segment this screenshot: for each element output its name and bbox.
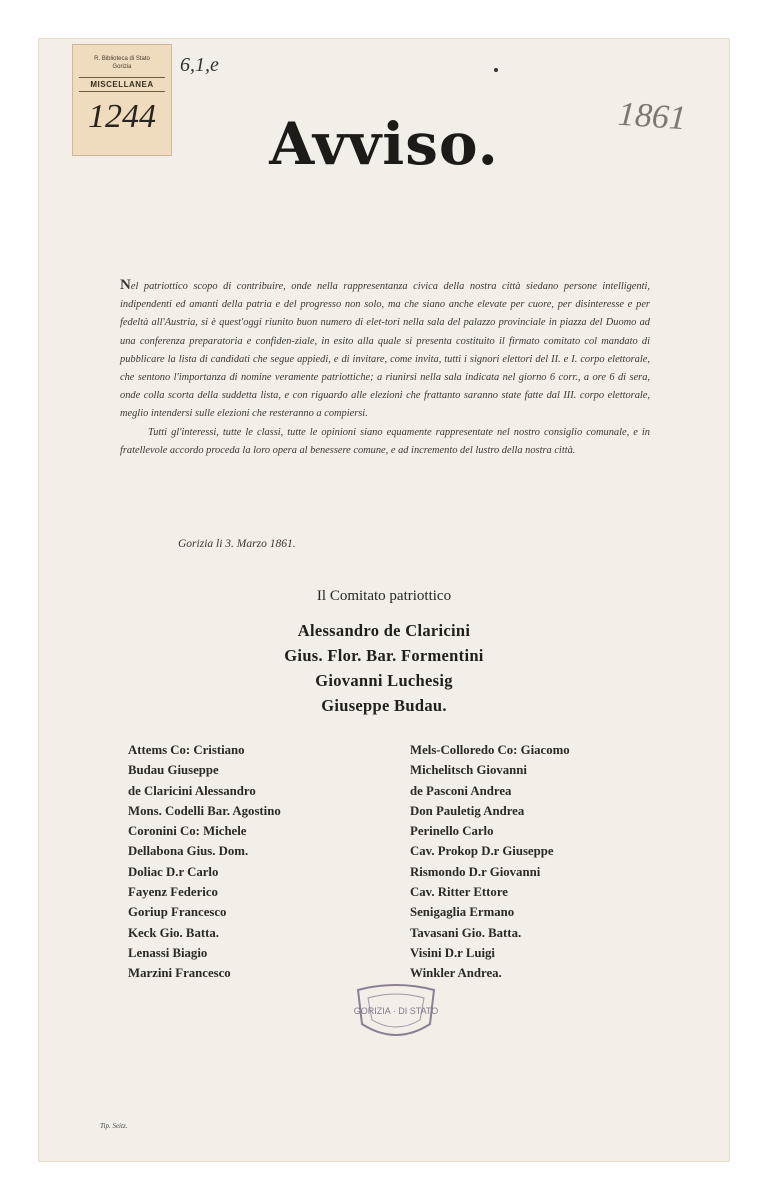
candidate-name: Budau Giuseppe — [128, 763, 219, 778]
candidate-name: Don Pauletig Andrea — [410, 803, 525, 818]
candidate-name: Senigaglia Ermano — [410, 905, 515, 920]
text-line: persone intelligenti, indipendenti ed amanti della patria e del progresso non solo, ma che siano anche — [120, 281, 650, 311]
committee-member: Alessandro de Claricini — [297, 621, 471, 640]
candidate-name: Goriup Francesco — [128, 905, 227, 920]
candidate-name: Mels-Colloredo Co: Giacomo — [410, 743, 570, 757]
candidate-name: de Claricini Alessandro — [128, 783, 256, 798]
text-line: che sentono l'importanza di nomine veramente patriottiche; a riunirsi nella sala indicata nel giorno 6 — [120, 372, 556, 384]
candidate-name: Attems Co: Cristiano — [128, 743, 245, 757]
candidates-left-column — [128, 740, 281, 984]
candidate-name: Mons. Codelli Bar. Agostino — [128, 803, 281, 818]
text-line: corr., a ore 6 di sera, onde colla scorta della suddetta lista, e con riguardo alle elezioni che frattanto — [120, 372, 650, 402]
ink-dot — [494, 68, 498, 72]
library-name — [73, 55, 171, 71]
candidate-name: Perinello Carlo — [410, 824, 494, 839]
candidate-name: Visini D.r Luigi — [410, 945, 495, 960]
text-line: consiglio comunale, e in fratellevole accordo proceda la loro opera al benessere comune, e ad incremento — [120, 426, 650, 456]
library-name-line-1: R. Biblioteca di Stato — [94, 56, 150, 62]
candidate-name: Tavasani Gio. Batta. — [410, 925, 522, 940]
date-line: Gorizia li 3. Marzo 1861. — [178, 538, 296, 550]
printer-mark: Tip. Seitz. — [100, 1122, 128, 1130]
text-line: tori nella sala del palazzo provinciale in piazza del Duomo ad una conferenza preparatoria e confiden- — [120, 317, 650, 347]
notice-body — [120, 276, 650, 460]
text-line: del lustro della nostra città. — [460, 444, 576, 456]
document-sheet — [38, 38, 730, 1162]
stamp-text: GORIZIA · DI STATO — [353, 1006, 439, 1016]
candidate-name: Fayenz Federico — [128, 885, 218, 900]
candidate-name: Dellabona Gius. Dom. — [128, 844, 249, 859]
text-line: saranno state fatte dal III. corpo elettorale, meglio intendersi sulle elezioni che resteranno a compiersi. — [120, 390, 650, 420]
candidates-right-column — [410, 740, 570, 984]
paragraph-2 — [120, 424, 650, 460]
candidate-name: Michelitsch Giovanni — [410, 763, 527, 778]
page-title: Avviso. — [269, 110, 499, 178]
label-heading: MISCELLANEA — [79, 77, 165, 92]
text-line: Tutti gl'interessi, tutte le classi, tutte le opinioni siano equamente rappresentate nel nostro — [148, 426, 540, 438]
candidate-name: Cav. Ritter Ettore — [410, 885, 508, 900]
committee-member: Giuseppe Budau. — [321, 696, 447, 715]
committee-member: Giovanni Luchesig — [315, 671, 453, 690]
candidate-name: Winkler Andrea. — [410, 966, 502, 981]
handwritten-note: 6,1,e — [180, 54, 219, 76]
library-name-line-2: Gorizia — [112, 64, 132, 70]
text-line: candidati che segue appiedi, e di invitare, come invita, tutti i signori elettori del II. e I. corpo elettorale, — [210, 353, 650, 365]
candidate-name: Cav. Prokop D.r Giuseppe — [410, 844, 554, 859]
candidate-name: Keck Gio. Batta. — [128, 925, 219, 940]
committee-heading: Il Comitato patriottico — [316, 588, 452, 604]
candidate-name: de Pasconi Andrea — [410, 783, 512, 798]
candidate-name: Coronini Co: Michele — [128, 824, 247, 839]
candidate-name: Marzini Francesco — [128, 966, 231, 981]
candidate-name: Doliac D.r Carlo — [128, 864, 219, 879]
drop-cap: N — [120, 277, 131, 293]
label-number: 1244 — [88, 98, 156, 135]
candidate-name: Rismondo D.r Giovanni — [410, 864, 541, 879]
paragraph-1 — [120, 276, 650, 424]
committee-members — [38, 618, 730, 718]
committee-member: Gius. Flor. Bar. Formentini — [284, 646, 484, 665]
candidate-name: Lenassi Biagio — [128, 945, 208, 960]
text-line: ziale, in esito alla quale si presenta costituito il firmato comitato col mandato di pubblicare la lista di — [120, 335, 650, 365]
text-line: el patriottico scopo di contribuire, onde nella rappresentanza civica della nostra città siedano — [130, 281, 559, 292]
handwritten-year: 1861 — [616, 95, 688, 138]
library-stamp — [350, 984, 442, 1044]
text-line: elevate per cuore, per disinteresse e per fedeltà all'Austria, si è quest'oggi riunito buon numero di elet- — [120, 299, 650, 329]
